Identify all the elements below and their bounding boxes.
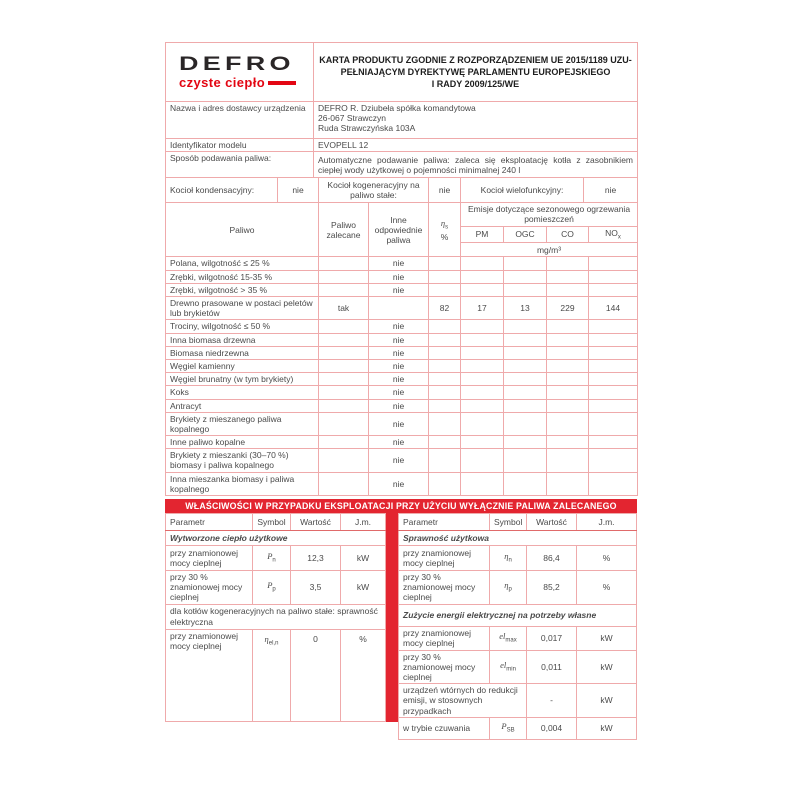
section-useful-heat: Wytworzone ciepło użytkowe xyxy=(166,531,386,546)
fuels-table xyxy=(165,202,638,496)
defro-logo-tagline xyxy=(179,75,309,91)
fuel-nox-value xyxy=(589,399,638,412)
fuel-name: Zrębki, wilgotność 15-35 % xyxy=(166,270,319,283)
fuel-other-suitable-value xyxy=(369,297,429,320)
supplier-line-3: Ruda Strawczyńska 103A xyxy=(318,123,416,134)
fuel-ogc-value xyxy=(504,386,547,399)
fuel-pm-value xyxy=(461,373,504,386)
symbol-sub: min xyxy=(506,666,516,673)
fuel-other-suitable-value: nie xyxy=(369,333,429,346)
fuel-pm-value xyxy=(461,472,504,495)
left-header-param: Parametr xyxy=(166,514,253,531)
symbol-sub: SB xyxy=(506,727,515,734)
col-header-nox xyxy=(589,226,638,243)
param-eta-nominal-label: przy znamionowej mocy cieplnej xyxy=(399,546,490,571)
fuel-other-suitable-value: nie xyxy=(369,472,429,495)
symbol-sub: n xyxy=(508,557,512,564)
fuel-recommended-value xyxy=(319,320,369,333)
param-elmax-symbol xyxy=(490,626,527,650)
model-value: EVOPELL 12 xyxy=(314,139,638,152)
fuel-nox-value: 144 xyxy=(589,297,638,320)
col-header-pm: PM xyxy=(461,226,504,243)
param-elmax-unit: kW xyxy=(577,626,637,650)
fuel-feeding-label: Sposób podawania paliwa: xyxy=(166,152,314,178)
eta-unit: % xyxy=(440,231,449,242)
fuel-row xyxy=(166,472,638,495)
col-header-other-fuels: Inne odpowiednie paliwa xyxy=(369,203,429,257)
emissions-unit: mg/m³ xyxy=(461,243,638,257)
fuel-co-value xyxy=(547,346,589,359)
fuel-row xyxy=(166,359,638,372)
col-header-co: CO xyxy=(547,226,589,243)
fuel-pm-value xyxy=(461,399,504,412)
fuel-row xyxy=(166,297,638,320)
fuel-eta-value xyxy=(429,270,461,283)
param-standby-value: 0,004 xyxy=(527,717,577,739)
left-header-unit: J.m. xyxy=(341,514,386,531)
symbol-sub: p xyxy=(508,587,512,594)
fuel-name: Inna biomasa drzewna xyxy=(166,333,319,346)
fuel-other-suitable-value: nie xyxy=(369,270,429,283)
fuel-pm-value xyxy=(461,346,504,359)
fuel-eta-value xyxy=(429,346,461,359)
condensing-boiler-label: Kocioł kondensacyjny: xyxy=(166,178,278,203)
fuel-row xyxy=(166,346,638,359)
col-header-ogc: OGC xyxy=(504,226,547,243)
fuel-co-value xyxy=(547,320,589,333)
symbol-base: η xyxy=(504,580,509,591)
nox-subscript: x xyxy=(617,234,621,241)
fuel-row xyxy=(166,386,638,399)
param-elmin-value: 0,011 xyxy=(527,650,577,684)
emissions-header: Emisje dotyczące sezonowego ogrzewania pomieszczeń xyxy=(461,203,638,226)
param-standby-unit: kW xyxy=(577,717,637,739)
fuel-name: Inne paliwo kopalne xyxy=(166,436,319,449)
cogeneration-boiler-label: Kocioł kogeneracyjny na paliwo stałe: xyxy=(319,178,429,203)
supplier-label: Nazwa i adres dostawcy urządzenia xyxy=(166,102,314,139)
fuel-eta-value xyxy=(429,472,461,495)
fuel-other-suitable-value: nie xyxy=(369,412,429,435)
param-eta-partial-value: 85,2 xyxy=(527,571,577,605)
eta-symbol: η xyxy=(440,217,446,228)
col-header-fuel: Paliwo xyxy=(166,203,319,257)
fuel-row xyxy=(166,283,638,296)
fuel-name: Polana, wilgotność ≤ 25 % xyxy=(166,257,319,270)
param-elmin-symbol xyxy=(490,650,527,684)
fuel-co-value xyxy=(547,449,589,472)
param-secondary-emission-value: - xyxy=(527,684,577,718)
supplier-line-1: DEFRO R. Dziubeła spółka komandytowa xyxy=(318,103,476,113)
fuel-pm-value xyxy=(461,449,504,472)
fuel-nox-value xyxy=(589,373,638,386)
fuel-row xyxy=(166,320,638,333)
symbol-base: P xyxy=(267,580,273,591)
fuel-name: Koks xyxy=(166,386,319,399)
fuel-pm-value xyxy=(461,320,504,333)
fuel-other-suitable-value: nie xyxy=(369,373,429,386)
fuel-ogc-value xyxy=(504,436,547,449)
fuel-eta-value xyxy=(429,257,461,270)
fuel-recommended-value xyxy=(319,386,369,399)
param-secondary-emission-label: urządzeń wtórnych do redukcji emisji, w stosownych przypadkach xyxy=(399,684,527,718)
fuel-nox-value xyxy=(589,472,638,495)
fuel-name: Drewno prasowane w postaci peletów lub brykietów xyxy=(166,297,319,320)
fuel-ogc-value xyxy=(504,472,547,495)
fuel-row xyxy=(166,436,638,449)
condensing-boiler-value: nie xyxy=(278,178,319,203)
fuel-ogc-value xyxy=(504,283,547,296)
symbol-sub: n xyxy=(272,557,276,564)
fuel-feeding-value: Automatyczne podawanie paliwa: zaleca się eksploatację kotła z zasobnikiem ciepłej wody użytkowej o pojemności minimalnej 240 l xyxy=(314,152,638,178)
fuel-name: Węgiel kamienny xyxy=(166,359,319,372)
param-elmax-value: 0,017 xyxy=(527,626,577,650)
fuel-co-value xyxy=(547,333,589,346)
fuel-row xyxy=(166,270,638,283)
fuel-eta-value xyxy=(429,412,461,435)
fuel-row xyxy=(166,399,638,412)
left-header-symbol: Symbol xyxy=(253,514,291,531)
fuel-recommended-value xyxy=(319,270,369,283)
fuel-ogc-value xyxy=(504,270,547,283)
fuel-recommended-value xyxy=(319,346,369,359)
supplier-line-2: 26-067 Strawczyn xyxy=(318,113,387,124)
tagline-text: czyste ciepło xyxy=(179,74,266,90)
fuel-recommended-value xyxy=(319,412,369,435)
fuel-ogc-value xyxy=(504,359,547,372)
fuel-other-suitable-value: nie xyxy=(369,436,429,449)
col-header-recommended-fuel: Paliwo zalecane xyxy=(319,203,369,257)
identification-table xyxy=(165,42,638,178)
param-partial-heat-label: przy 30 % znamionowej mocy cieplnej xyxy=(166,571,253,605)
symbol-base: η xyxy=(504,551,509,562)
fuel-nox-value xyxy=(589,257,638,270)
right-header-symbol: Symbol xyxy=(490,514,527,531)
fuel-nox-value xyxy=(589,449,638,472)
fuel-pm-value xyxy=(461,283,504,296)
fuel-name: Brykiety z mieszanki (30–70 %) biomasy i paliwa kopalnego xyxy=(166,449,319,472)
fuel-nox-value xyxy=(589,320,638,333)
param-eta-partial-unit: % xyxy=(577,571,637,605)
fuel-other-suitable-value: nie xyxy=(369,449,429,472)
fuel-ogc-value xyxy=(504,399,547,412)
fuel-nox-value xyxy=(589,283,638,296)
fuel-pm-value xyxy=(461,412,504,435)
fuel-ogc-value: 13 xyxy=(504,297,547,320)
param-eta-partial-symbol xyxy=(490,571,527,605)
fuel-co-value xyxy=(547,283,589,296)
fuel-recommended-value xyxy=(319,283,369,296)
fuel-recommended-value xyxy=(319,399,369,412)
param-eta-nominal-unit: % xyxy=(577,546,637,571)
fuel-co-value xyxy=(547,257,589,270)
symbol-base: η xyxy=(264,633,269,644)
fuel-eta-value xyxy=(429,386,461,399)
fuel-ogc-value xyxy=(504,373,547,386)
fuel-row xyxy=(166,449,638,472)
fuel-ogc-value xyxy=(504,257,547,270)
fuel-co-value xyxy=(547,436,589,449)
fuel-name: Biomasa niedrzewna xyxy=(166,346,319,359)
fuel-eta-value: 82 xyxy=(429,297,461,320)
fuel-pm-value xyxy=(461,386,504,399)
symbol-sub: p xyxy=(272,587,276,594)
fuel-recommended-value xyxy=(319,449,369,472)
tagline-dash xyxy=(268,81,296,85)
fuel-row xyxy=(166,333,638,346)
fuel-eta-value xyxy=(429,283,461,296)
multifunction-boiler-value: nie xyxy=(584,178,638,203)
param-electric-eff-symbol xyxy=(253,629,291,721)
left-header-value: Wartość xyxy=(291,514,341,531)
symbol-base: P xyxy=(501,721,507,732)
fuel-recommended-value xyxy=(319,333,369,346)
fuel-row xyxy=(166,257,638,270)
fuel-ogc-value xyxy=(504,449,547,472)
fuel-pm-value: 17 xyxy=(461,297,504,320)
title-line-2: PEŁNIAJĄCYM DYREKTYWĘ PARLAMENTU EUROPEJSKIEGO xyxy=(340,67,611,77)
fuel-co-value xyxy=(547,472,589,495)
title-line-1: KARTA PRODUKTU ZGODNIE Z ROZPORZĄDZENIEM UE 2015/1189 UZU- xyxy=(319,55,632,65)
fuel-other-suitable-value: nie xyxy=(369,346,429,359)
parameters-section xyxy=(165,513,637,734)
fuel-name: Trociny, wilgotność ≤ 50 % xyxy=(166,320,319,333)
fuel-eta-value xyxy=(429,399,461,412)
section-cogeneration-electric-efficiency: dla kotłów kogeneracyjnych na paliwo stałe: sprawność elektryczna xyxy=(166,604,386,629)
fuel-nox-value xyxy=(589,386,638,399)
fuel-nox-value xyxy=(589,346,638,359)
right-header-unit: J.m. xyxy=(577,514,637,531)
fuel-other-suitable-value: nie xyxy=(369,399,429,412)
param-elmin-unit: kW xyxy=(577,650,637,684)
fuel-recommended-value xyxy=(319,436,369,449)
right-header-param: Parametr xyxy=(399,514,490,531)
param-partial-heat-value: 3,5 xyxy=(291,571,341,605)
param-standby-label: w trybie czuwania xyxy=(399,717,490,739)
param-eta-nominal-value: 86,4 xyxy=(527,546,577,571)
symbol-base: el xyxy=(499,631,506,642)
param-nominal-heat-symbol xyxy=(253,546,291,571)
recommended-fuel-banner: WŁAŚCIWOŚCI W PRZYPADKU EKSPLOATACJI PRZY UŻYCIU WYŁĄCZNIE PALIWA ZALECANEGO xyxy=(165,499,637,513)
cogeneration-boiler-value: nie xyxy=(429,178,461,203)
defro-logo xyxy=(166,43,314,102)
fuel-co-value xyxy=(547,359,589,372)
fuel-eta-value xyxy=(429,359,461,372)
param-nominal-heat-label: przy znamionowej mocy cieplnej xyxy=(166,546,253,571)
fuel-co-value xyxy=(547,270,589,283)
fuel-row xyxy=(166,412,638,435)
defro-logo-wordmark: DEFRO xyxy=(179,53,295,75)
fuel-nox-value xyxy=(589,359,638,372)
col-header-seasonal-efficiency xyxy=(429,203,461,257)
fuel-co-value xyxy=(547,386,589,399)
fuel-ogc-value xyxy=(504,320,547,333)
param-eta-nominal-symbol xyxy=(490,546,527,571)
section-electricity-consumption: Zużycie energii elektrycznej na potrzeby własne xyxy=(399,604,637,626)
fuel-name: Brykiety z mieszanego paliwa kopalnego xyxy=(166,412,319,435)
param-nominal-heat-unit: kW xyxy=(341,546,386,571)
fuel-name: Inna mieszanka biomasy i paliwa kopalnego xyxy=(166,472,319,495)
eta-subscript: s xyxy=(445,224,449,231)
symbol-base: el xyxy=(500,659,507,670)
param-electric-eff-value: 0 xyxy=(291,629,341,721)
fuel-other-suitable-value: nie xyxy=(369,320,429,333)
title-line-3: I RADY 2009/125/WE xyxy=(431,79,520,89)
fuel-co-value: 229 xyxy=(547,297,589,320)
fuel-nox-value xyxy=(589,333,638,346)
param-partial-heat-symbol xyxy=(253,571,291,605)
symbol-base: P xyxy=(267,551,273,562)
fuel-recommended-value xyxy=(319,373,369,386)
fuel-ogc-value xyxy=(504,346,547,359)
param-eta-partial-label: przy 30 % znamionowej mocy cieplnej xyxy=(399,571,490,605)
param-elmax-label: przy znamionowej mocy cieplnej xyxy=(399,626,490,650)
fuel-co-value xyxy=(547,412,589,435)
product-fiche-document xyxy=(165,42,637,734)
param-partial-heat-unit: kW xyxy=(341,571,386,605)
symbol-sub: el,n xyxy=(268,640,279,647)
fuel-other-suitable-value: nie xyxy=(369,386,429,399)
left-parameters-table xyxy=(165,513,386,722)
fuel-pm-value xyxy=(461,436,504,449)
boiler-type-table xyxy=(165,177,638,203)
multifunction-boiler-label: Kocioł wielofunkcyjny: xyxy=(461,178,584,203)
fuel-recommended-value: tak xyxy=(319,297,369,320)
fuel-recommended-value xyxy=(319,472,369,495)
param-secondary-emission-unit: kW xyxy=(577,684,637,718)
fuel-eta-value xyxy=(429,373,461,386)
fuel-co-value xyxy=(547,399,589,412)
fuel-pm-value xyxy=(461,333,504,346)
fuel-row xyxy=(166,373,638,386)
fuel-pm-value xyxy=(461,270,504,283)
fuel-nox-value xyxy=(589,436,638,449)
right-parameters-table xyxy=(398,513,637,740)
param-nominal-heat-value: 12,3 xyxy=(291,546,341,571)
fuel-name: Węgiel brunatny (w tym brykiety) xyxy=(166,373,319,386)
fuel-name: Zrębki, wilgotność > 35 % xyxy=(166,283,319,296)
fuel-recommended-value xyxy=(319,359,369,372)
param-standby-symbol xyxy=(490,717,527,739)
fuel-ogc-value xyxy=(504,333,547,346)
fuel-pm-value xyxy=(461,359,504,372)
supplier-address xyxy=(314,102,638,139)
right-header-value: Wartość xyxy=(527,514,577,531)
fuel-eta-value xyxy=(429,449,461,472)
model-label: Identyfikator modelu xyxy=(166,139,314,152)
fuel-other-suitable-value: nie xyxy=(369,257,429,270)
fuel-pm-value xyxy=(461,257,504,270)
symbol-sub: max xyxy=(505,637,517,644)
red-divider-strip xyxy=(386,513,398,722)
fuel-nox-value xyxy=(589,270,638,283)
fuel-eta-value xyxy=(429,320,461,333)
param-electric-eff-label: przy znamionowej mocy cieplnej xyxy=(166,629,253,721)
fuel-eta-value xyxy=(429,333,461,346)
param-electric-eff-unit: % xyxy=(341,629,386,721)
fuel-eta-value xyxy=(429,436,461,449)
param-elmin-label: przy 30 % znamionowej mocy cieplnej xyxy=(399,650,490,684)
fuel-nox-value xyxy=(589,412,638,435)
document-title xyxy=(314,43,638,102)
fuel-name: Antracyt xyxy=(166,399,319,412)
fuel-other-suitable-value: nie xyxy=(369,283,429,296)
fuel-recommended-value xyxy=(319,257,369,270)
fuel-ogc-value xyxy=(504,412,547,435)
fuel-other-suitable-value: nie xyxy=(369,359,429,372)
nox-base: NO xyxy=(605,227,618,238)
section-useful-efficiency: Sprawność użytkowa xyxy=(399,531,637,546)
fuel-co-value xyxy=(547,373,589,386)
